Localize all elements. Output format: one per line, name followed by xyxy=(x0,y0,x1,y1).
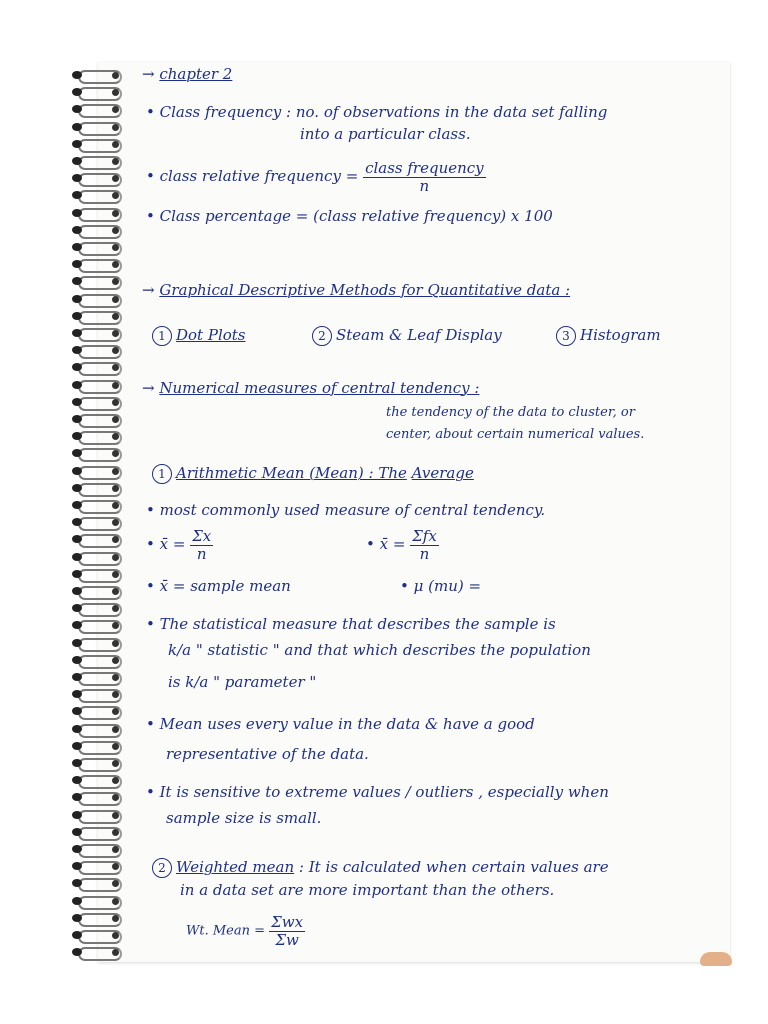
method-2-number: 2 xyxy=(312,326,332,346)
spiral-coil xyxy=(70,70,122,82)
spiral-coil xyxy=(70,122,122,134)
mean-uses-line-2: representative of the data. xyxy=(166,745,369,763)
class-percentage: • Class percentage = (class relative frequency) x 100 xyxy=(146,207,553,225)
weighted-mean-number: 2 xyxy=(152,858,172,878)
spiral-coil xyxy=(70,586,122,598)
tendency-definition-line-1: the tendency of the data to cluster, or xyxy=(386,405,635,420)
weighted-mean-line-1 xyxy=(152,858,609,878)
spiral-coil xyxy=(70,414,122,426)
mean-formula-1-fraction xyxy=(190,528,213,562)
mean-formula-1: • x̄ = $\frac{\Sigma x}{n}$ xyxy=(146,527,212,563)
relative-frequency-numerator: class frequency xyxy=(365,159,484,177)
spiral-coil xyxy=(70,448,122,460)
method-2-label: Steam & Leaf Display xyxy=(336,326,502,344)
spiral-coil xyxy=(70,689,122,701)
method-3-label: Histogram xyxy=(580,326,661,344)
weighted-mean-line-2: in a data set are more important than the others. xyxy=(180,881,555,899)
arithmetic-mean-average: Average xyxy=(411,464,474,482)
spiral-coil xyxy=(70,947,122,959)
statistic-text-1: The statistical measure that describes the sample is xyxy=(159,615,556,633)
spiral-coil xyxy=(70,552,122,564)
weighted-mean-formula-denominator: Σw xyxy=(275,930,299,949)
relative-frequency-denominator: n xyxy=(419,176,430,195)
spiral-coil xyxy=(70,328,122,340)
graphical-heading-text: Graphical Descriptive Methods for Quantitative data : xyxy=(159,281,571,299)
spiral-coil xyxy=(70,706,122,718)
spiral-coil xyxy=(70,930,122,942)
spiral-coil xyxy=(70,259,122,271)
relative-frequency-fraction xyxy=(363,160,486,194)
tendency-definition-line-2: center, about certain numerical values. xyxy=(386,427,645,442)
most-common-text: most commonly used measure of central tendency. xyxy=(159,501,546,519)
spiral-coil xyxy=(70,173,122,185)
weighted-mean-heading: Weighted mean xyxy=(176,858,295,876)
spiral-coil xyxy=(70,517,122,529)
spiral-coil xyxy=(70,878,122,890)
weighted-mean-formula xyxy=(186,914,305,948)
mean-formula-2: • x̄ = $\frac{\text{Σfx}}{n}$ xyxy=(366,527,437,563)
arithmetic-mean-heading xyxy=(152,464,474,484)
spiral-coil xyxy=(70,397,122,409)
mean-uses-line-1: • Mean uses every value in the data & have a good xyxy=(146,715,535,733)
spiral-coil xyxy=(70,638,122,650)
arithmetic-mean-text: Arithmetic Mean (Mean) : The xyxy=(176,464,407,482)
spiral-coil xyxy=(70,362,122,374)
graphical-heading xyxy=(142,282,570,299)
mu-line: • μ (mu) = xyxy=(400,577,482,595)
spiral-coil xyxy=(70,225,122,237)
spiral-coil xyxy=(70,500,122,512)
weighted-mean-formula-numerator: Σwx xyxy=(271,913,304,931)
spiral-coil xyxy=(70,724,122,736)
spiral-coil xyxy=(70,345,122,357)
spiral-coil xyxy=(70,810,122,822)
method-3-number: 3 xyxy=(556,326,576,346)
spiral-coil xyxy=(70,104,122,116)
spiral-coil xyxy=(70,758,122,770)
weighted-mean-text-1: : It is calculated when certain values are xyxy=(298,858,609,876)
chapter-heading xyxy=(142,66,232,83)
arrow-icon: → xyxy=(142,281,160,299)
spiral-coil xyxy=(70,483,122,495)
spiral-coil xyxy=(70,655,122,667)
spiral-coil xyxy=(70,792,122,804)
relative-frequency-label: class relative frequency = xyxy=(159,167,359,185)
spiral-coil xyxy=(70,603,122,615)
relative-frequency: • class relative frequency = $\frac{\text{class frequency}}{n}$ xyxy=(146,159,484,195)
numerical-heading-text: Numerical measures of central tendency : xyxy=(159,379,480,397)
class-percentage-text: Class percentage = (class relative frequency) x 100 xyxy=(159,207,553,225)
spiral-coil xyxy=(70,139,122,151)
spiral-coil xyxy=(70,242,122,254)
mean-uses-text-1: Mean uses every value in the data & have a good xyxy=(159,715,535,733)
method-histogram xyxy=(556,326,661,346)
mean-formula-2-fraction xyxy=(410,528,439,562)
weighted-mean-formula-fraction xyxy=(269,914,305,948)
spiral-coil xyxy=(70,87,122,99)
mean-formula-1-denominator: n xyxy=(196,544,207,563)
mean-formula-2-denominator: n xyxy=(419,544,430,563)
most-common-line: • most commonly used measure of central tendency. xyxy=(146,501,546,519)
spiral-coil xyxy=(70,620,122,632)
arrow-icon: → xyxy=(142,379,160,397)
mean-formula-1-numerator: Σx xyxy=(192,527,212,545)
statistic-line-2: k/a " statistic " and that which describes the population xyxy=(168,641,591,659)
class-frequency-line-2: into a particular class. xyxy=(300,125,471,143)
spiral-coil xyxy=(70,913,122,925)
spiral-coil xyxy=(70,276,122,288)
spiral-coil xyxy=(70,311,122,323)
mu-text: μ (mu) = xyxy=(413,577,482,595)
spiral-coil xyxy=(70,190,122,202)
method-dot-plot xyxy=(152,326,246,346)
statistic-line-1: • The statistical measure that describes the sample is xyxy=(146,615,556,633)
sensitive-line-2: sample size is small. xyxy=(166,809,322,827)
thumb xyxy=(700,952,732,966)
spiral-binding xyxy=(70,62,130,962)
spiral-coil xyxy=(70,431,122,443)
class-frequency-text: Class frequency : no. of observations in the data set falling xyxy=(159,103,608,121)
method-1-label: Dot Plots xyxy=(176,326,246,344)
statistic-line-3: is k/a " parameter " xyxy=(168,673,317,691)
spiral-coil xyxy=(70,672,122,684)
arrow-icon: → xyxy=(142,65,160,83)
spiral-coil xyxy=(70,294,122,306)
mean-formula-2-lhs: x̄ = xyxy=(379,535,406,553)
class-frequency-line-1: • Class frequency : no. of observations in the data set falling xyxy=(146,103,608,121)
sensitive-line-1: • It is sensitive to extreme values / outliers , especially when xyxy=(146,783,609,801)
weighted-mean-formula-lhs: Wt. Mean = xyxy=(186,923,266,939)
spiral-coil xyxy=(70,827,122,839)
spiral-coil xyxy=(70,466,122,478)
spiral-coil xyxy=(70,534,122,546)
spiral-coil xyxy=(70,861,122,873)
spiral-coil xyxy=(70,844,122,856)
spiral-coil xyxy=(70,569,122,581)
spiral-coil xyxy=(70,380,122,392)
spiral-coil xyxy=(70,896,122,908)
mean-formula-2-numerator: Σfx xyxy=(412,527,437,545)
spiral-coil xyxy=(70,775,122,787)
spiral-coil xyxy=(70,156,122,168)
spiral-coil xyxy=(70,208,122,220)
arithmetic-mean-number: 1 xyxy=(152,464,172,484)
sample-mean-text: x̄ = sample mean xyxy=(159,577,291,595)
sample-mean-line: • x̄ = sample mean xyxy=(146,577,291,595)
method-1-number: 1 xyxy=(152,326,172,346)
mean-formula-1-lhs: x̄ = xyxy=(159,535,186,553)
spiral-coil xyxy=(70,741,122,753)
sensitive-text-1: It is sensitive to extreme values / outliers , especially when xyxy=(159,783,609,801)
numerical-heading xyxy=(142,380,479,397)
method-stem-leaf xyxy=(312,326,502,346)
chapter-title: chapter 2 xyxy=(159,65,233,83)
